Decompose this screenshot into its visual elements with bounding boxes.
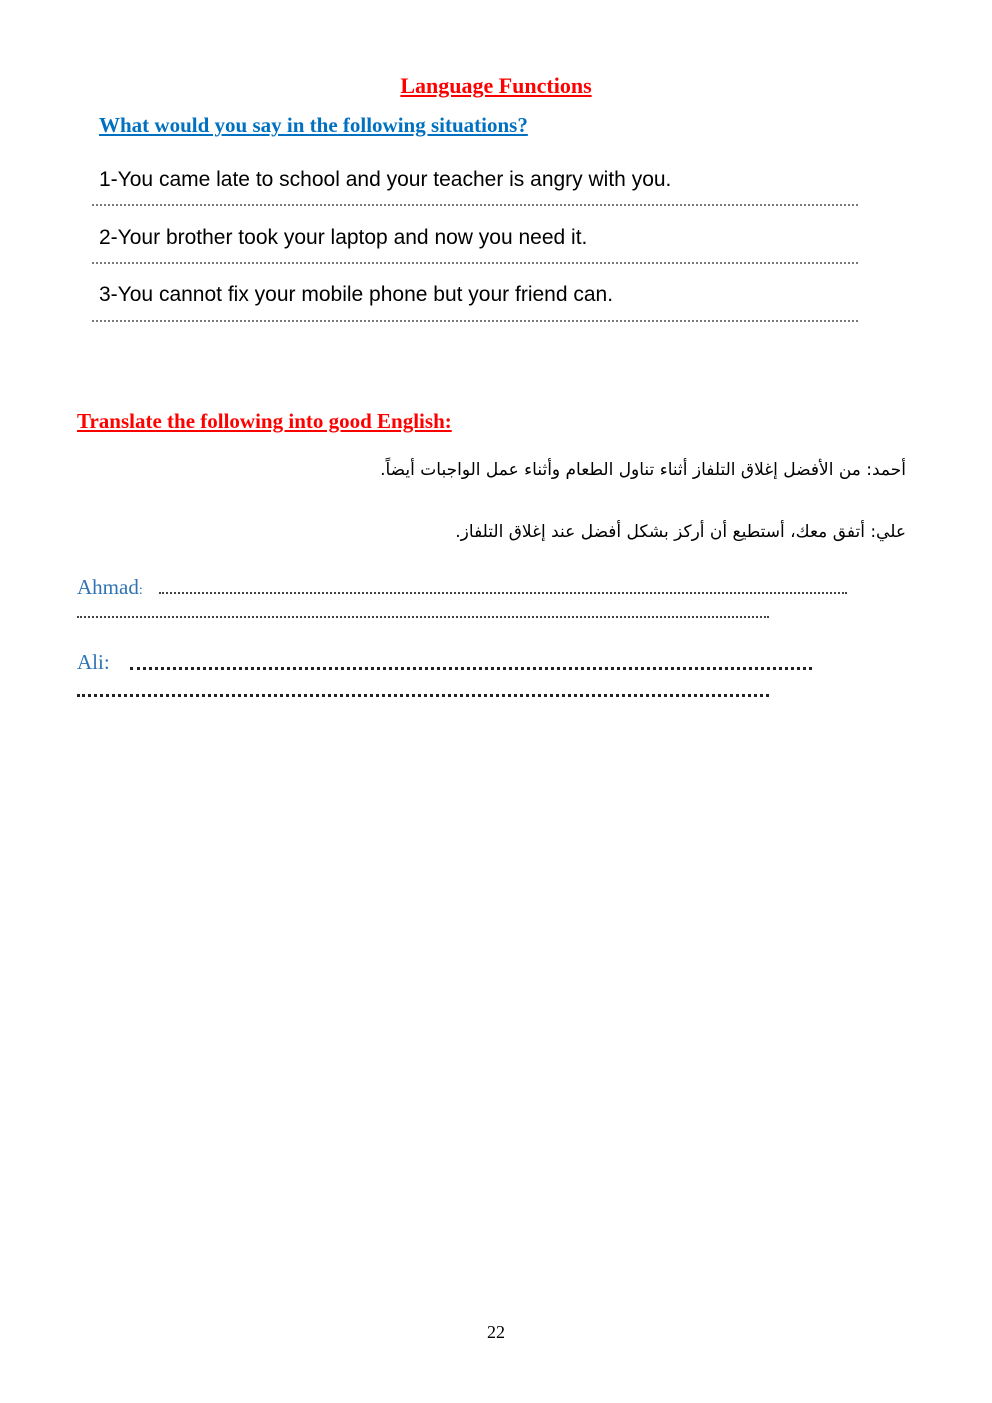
answer-ali-line-1[interactable] <box>130 667 812 670</box>
answer-line-2[interactable] <box>92 262 858 264</box>
situation-3: 3-You cannot fix your mobile phone but your friend can. <box>99 283 614 306</box>
speaker-colon: : <box>138 583 143 598</box>
answer-line-3[interactable] <box>92 320 858 322</box>
situation-1: 1-You came late to school and your teacher is angry with you. <box>99 168 672 191</box>
answer-ali <box>77 650 110 675</box>
situations-instruction: What would you say in the following situations? <box>99 113 528 137</box>
answer-ahmad-line-2[interactable] <box>77 616 769 618</box>
arabic-line-ali: علي: أتفق معك، أستطيع أن أركز بشكل أفضل عند إغلاق التلفاز. <box>455 522 906 542</box>
page-number: 22 <box>487 1322 505 1342</box>
speaker-colon: : <box>103 650 110 674</box>
situation-2: 2-Your brother took your laptop and now you need it. <box>99 226 588 249</box>
speaker-name: Ali <box>77 650 104 674</box>
answer-ali-line-2[interactable] <box>77 694 769 697</box>
answer-ahmad-line-1[interactable] <box>159 592 847 594</box>
answer-ahmad <box>77 575 143 600</box>
arabic-line-ahmad: أحمد: من الأفضل إغلاق التلفاز أثناء تناول الطعام وأثناء عمل الواجبات أيضاً. <box>380 460 906 480</box>
speaker-name: Ahmad <box>77 575 139 599</box>
translate-instruction: Translate the following into good English: <box>77 409 452 433</box>
answer-line-1[interactable] <box>92 204 858 206</box>
page-title: Language Functions <box>400 73 592 98</box>
